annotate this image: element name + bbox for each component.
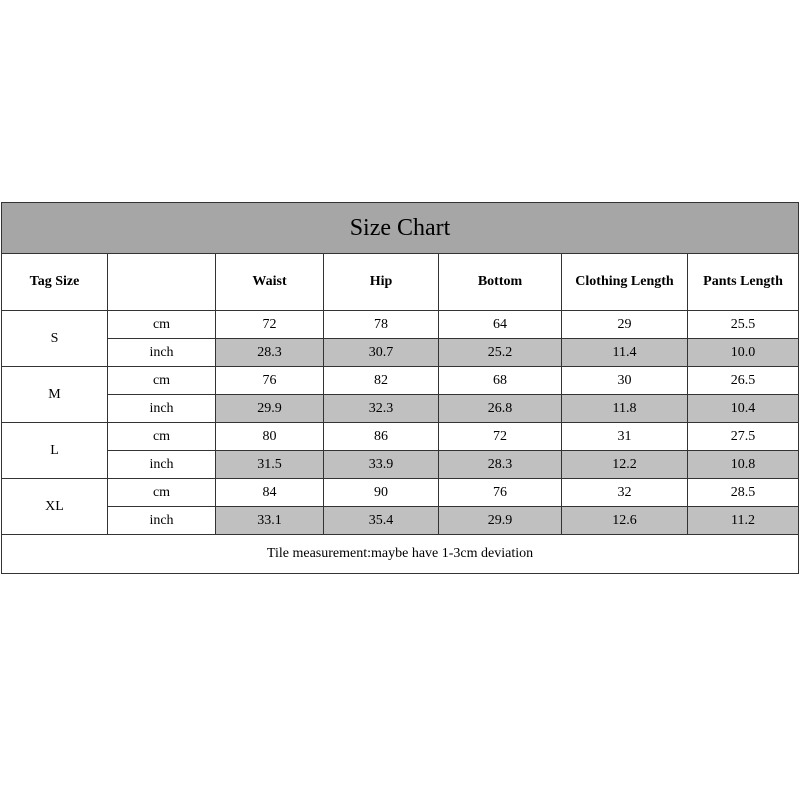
unit-label: inch [108,507,216,535]
unit-label: cm [108,367,216,395]
clothing-length-value: 11.4 [562,339,688,367]
clothing-length-value: 11.8 [562,395,688,423]
unit-label: inch [108,395,216,423]
bottom-value: 26.8 [439,395,562,423]
hip-value: 30.7 [324,339,439,367]
size-label: S [2,311,108,367]
size-label: L [2,423,108,479]
hip-value: 90 [324,479,439,507]
bottom-value: 68 [439,367,562,395]
header-clothing-length: Clothing Length [562,254,688,311]
unit-label: inch [108,451,216,479]
size-chart [1,202,798,574]
waist-value: 29.9 [216,395,324,423]
pants-length-value: 10.8 [688,451,799,479]
unit-label: cm [108,311,216,339]
size-table [1,202,799,574]
header-pants-length: Pants Length [688,254,799,311]
header-unit [108,254,216,311]
waist-value: 72 [216,311,324,339]
measurement-note: Tile measurement:maybe have 1-3cm deviation [2,535,799,574]
header-tag-size: Tag Size [2,254,108,311]
size-label: XL [2,479,108,535]
pants-length-value: 26.5 [688,367,799,395]
pants-length-value: 10.4 [688,395,799,423]
table-row [2,311,799,339]
clothing-length-value: 12.6 [562,507,688,535]
header-row [2,254,799,311]
table-row [2,339,799,367]
pants-length-value: 10.0 [688,339,799,367]
table-row [2,367,799,395]
hip-value: 32.3 [324,395,439,423]
header-hip: Hip [324,254,439,311]
pants-length-value: 25.5 [688,311,799,339]
pants-length-value: 27.5 [688,423,799,451]
hip-value: 78 [324,311,439,339]
waist-value: 84 [216,479,324,507]
clothing-length-value: 32 [562,479,688,507]
table-row [2,479,799,507]
clothing-length-value: 30 [562,367,688,395]
header-waist: Waist [216,254,324,311]
table-row [2,395,799,423]
hip-value: 33.9 [324,451,439,479]
bottom-value: 64 [439,311,562,339]
bottom-value: 76 [439,479,562,507]
unit-label: inch [108,339,216,367]
clothing-length-value: 31 [562,423,688,451]
hip-value: 86 [324,423,439,451]
table-row [2,451,799,479]
bottom-value: 29.9 [439,507,562,535]
waist-value: 76 [216,367,324,395]
waist-value: 33.1 [216,507,324,535]
pants-length-value: 28.5 [688,479,799,507]
title-row [2,203,799,254]
chart-title: Size Chart [2,203,799,254]
clothing-length-value: 29 [562,311,688,339]
clothing-length-value: 12.2 [562,451,688,479]
size-label: M [2,367,108,423]
hip-value: 35.4 [324,507,439,535]
waist-value: 80 [216,423,324,451]
unit-label: cm [108,479,216,507]
table-row [2,507,799,535]
note-row [2,535,799,574]
bottom-value: 28.3 [439,451,562,479]
waist-value: 31.5 [216,451,324,479]
header-bottom: Bottom [439,254,562,311]
bottom-value: 25.2 [439,339,562,367]
waist-value: 28.3 [216,339,324,367]
hip-value: 82 [324,367,439,395]
pants-length-value: 11.2 [688,507,799,535]
unit-label: cm [108,423,216,451]
bottom-value: 72 [439,423,562,451]
table-row [2,423,799,451]
